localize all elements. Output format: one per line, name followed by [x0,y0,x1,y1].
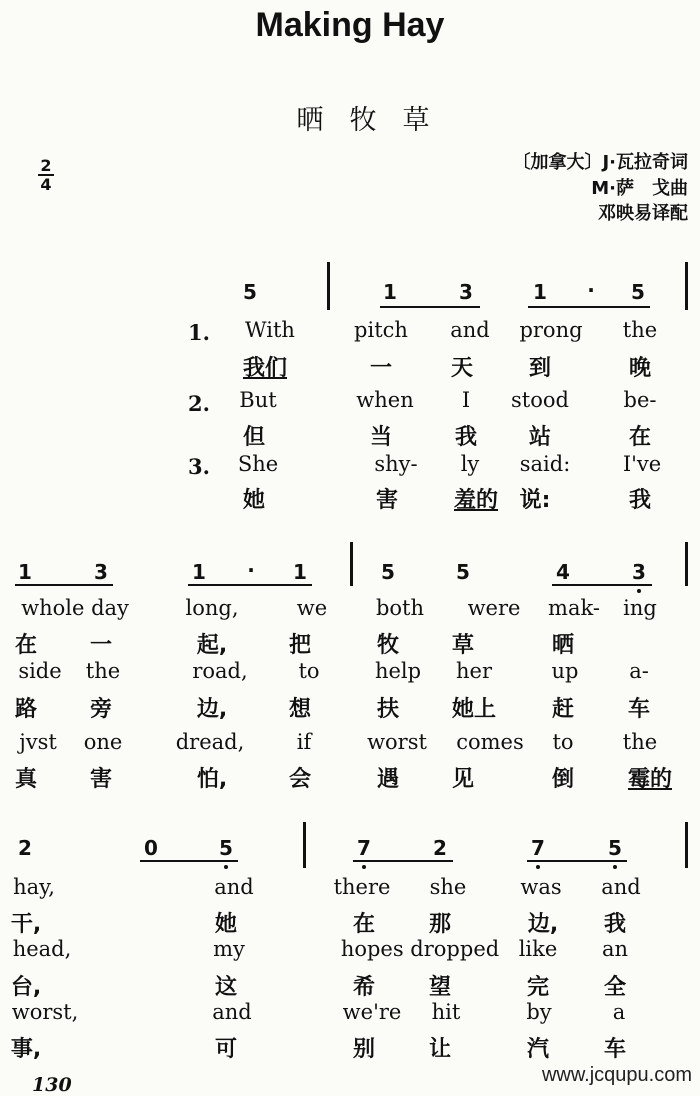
lyric-word: I [461,388,471,412]
lyric-word: up [551,659,579,683]
lyric-word-zh: 一 [89,633,113,658]
lyric-word: if [296,730,312,754]
lyric-word: one [83,730,123,754]
note: 5 [631,280,645,304]
note: 1 [383,280,397,304]
lyric-word-zh: 天 [450,356,474,381]
lyric-word-zh: 希 [352,975,376,1000]
lyric-word: head, [12,937,72,961]
lyric-word: long, [185,596,239,620]
note: 7 [357,836,371,860]
lyric-word-zh: 我 [628,488,652,513]
lyric-word: a [612,1000,626,1024]
barline [350,542,353,586]
lyric-word: the [85,659,121,683]
lyric-word: stood [511,388,569,412]
lyric-word-zh: 可 [214,1037,238,1062]
lyric-word-zh: 边, [527,912,559,937]
note: 3 [94,560,108,584]
lyric-word-zh: 台, [10,975,42,1000]
note: 5 [456,560,470,584]
lyric-word-zh: 想 [288,697,312,722]
lyric-word-zh: 害 [375,488,399,513]
note: 5 [243,280,257,304]
lyric-word: she [429,875,467,899]
lyric-word: prong [519,318,583,342]
barline [327,262,330,310]
note: 3 [459,280,473,304]
lyric-word-zh: 草 [451,633,475,658]
note: 1 [533,280,547,304]
beam-line [353,860,453,862]
lyric-word: be- [623,388,657,412]
lyric-word: With [245,318,295,342]
lyric-word-zh: 她上 [451,697,497,722]
lyric-word: both [375,596,425,620]
lyric-word-zh: 让 [428,1037,452,1062]
lyric-word-zh: 当 [369,425,393,450]
note: 5 [608,836,622,860]
note: 4 [556,560,570,584]
lyric-word-zh: 害 [89,767,113,792]
beam-line [528,306,650,308]
lyric-word-zh: 她 [242,488,266,513]
lyric-word: and [601,875,641,899]
lyric-word: ly [460,452,480,476]
note: 7 [531,836,545,860]
lyric-word-zh: 到 [528,356,552,381]
note: 0 [144,836,158,860]
lyric-word-zh: 我 [454,425,478,450]
low-octave-dot [224,865,228,869]
lyric-word-zh: 干, [10,912,42,937]
lyric-word: there [333,875,391,899]
beam-line [380,306,480,308]
lyric-word: hopes dropped [340,937,500,961]
song-title: Making Hay [255,6,445,44]
lyric-word: to [298,659,320,683]
lyric-word: like [518,937,558,961]
low-octave-dot [637,589,641,593]
time-signature [38,158,54,192]
lyric-word-zh: 我 [603,912,627,937]
lyric-word-zh: 那 [428,912,452,937]
lyric-word: said: [519,452,571,476]
lyric-word-zh: 事, [10,1037,42,1062]
lyric-word-zh: 霉的 [627,767,673,792]
lyric-word-zh: 羞的 [453,488,499,513]
lyric-word: comes [456,730,524,754]
beam-line [527,860,627,862]
low-octave-dot [613,865,617,869]
lyric-word-zh: 见 [451,767,475,792]
lyric-word-zh: 晚 [628,356,652,381]
lyric-word-zh: 边, [196,697,228,722]
beam-line [188,584,312,586]
lyric-word-zh: 车 [627,697,651,722]
lyric-word-zh: 这 [214,975,238,1000]
lyric-word-zh: 她 [214,912,238,937]
lyric-word: ing [623,596,657,620]
lyric-word: the [622,318,658,342]
lyric-word-zh: 车 [603,1037,627,1062]
barline [685,542,688,586]
note: 5 [219,836,233,860]
note: 1 [192,560,206,584]
lyric-word: and [212,1000,252,1024]
lyric-word-zh: 赶 [551,697,575,722]
lyric-word-zh: 站 [528,425,552,450]
low-octave-dot [362,865,366,869]
note: 5 [381,560,395,584]
lyric-word: a- [629,659,649,683]
lyric-word: by [526,1000,552,1024]
lyric-word-zh: 别 [352,1037,376,1062]
lyric-word-zh: 怕, [196,767,228,792]
lyric-word-zh: 扶 [376,697,400,722]
lyric-word-zh: 在 [14,633,38,658]
lyric-word: side [18,659,62,683]
augmentation-dot: · [587,278,595,302]
beam-line [15,584,113,586]
lyric-word-zh: 在 [628,425,652,450]
lyric-word-zh: 在 [352,912,376,937]
lyric-word: the [622,730,658,754]
song-subtitle: 晒牧草 [296,105,456,136]
lyric-word-zh: 但 [242,425,266,450]
lyric-word: were [467,596,521,620]
lyric-word: jvst [19,730,57,754]
lyric-word-zh: 一 [369,356,393,381]
lyric-word: and [214,875,254,899]
lyric-word-zh: 旁 [89,697,113,722]
lyric-word: and [450,318,490,342]
augmentation-dot: · [247,558,255,582]
note: 1 [18,560,32,584]
lyric-word-zh: 真 [14,767,38,792]
beam-line [552,584,652,586]
barline [685,262,688,310]
lyric-word: whole day [21,596,129,620]
lyric-word: her [456,659,492,683]
low-octave-dot [536,865,540,869]
verse-number: 2. [188,391,210,416]
note: 3 [632,560,646,584]
lyric-word: She [237,452,279,476]
time-signature-top: 2 [40,156,52,175]
credit-lyricist: 〔加拿大〕J·瓦拉奇词 [512,152,688,173]
lyric-word: hay, [13,875,55,899]
lyric-word-zh: 全 [603,975,627,1000]
lyric-word: dread, [175,730,245,754]
lyric-word: to [552,730,574,754]
lyric-word: worst [367,730,427,754]
barline [685,822,688,868]
lyric-word-zh: 我们 [242,356,288,381]
lyric-word-zh: 遇 [376,767,400,792]
lyric-word-zh: 起, [196,633,228,658]
lyric-word-zh: 汽 [526,1037,550,1062]
lyric-word: help [374,659,422,683]
watermark: www.jcqupu.com [541,1064,692,1086]
credit-composer: M·萨 戈曲 [591,178,688,199]
lyric-word: was [520,875,562,899]
note: 2 [18,836,32,860]
lyric-word: shy- [374,452,418,476]
verse-number: 1. [188,320,210,345]
lyric-word: my [213,937,245,961]
verse-number: 3. [188,454,210,479]
note: 2 [433,836,447,860]
barline [303,822,306,868]
lyric-word-zh: 路 [14,697,38,722]
lyric-word-zh: 倒 [551,767,575,792]
time-signature-bottom: 4 [40,175,52,194]
lyric-word-zh: 牧 [376,633,400,658]
lyric-word-zh: 完 [526,975,550,1000]
lyric-word: mak- [548,596,600,620]
lyric-word: hit [431,1000,461,1024]
lyric-word-zh: 望 [428,975,452,1000]
lyric-word-zh: 晒 [551,633,575,658]
credit-translator: 邓映易译配 [598,203,688,224]
lyric-word-zh: 把 [288,633,312,658]
lyric-word: worst, [11,1000,79,1024]
lyric-word-zh: 说: [519,488,551,513]
lyric-word: I've [622,452,662,476]
lyric-word: we're [342,1000,402,1024]
lyric-word: But [239,388,277,412]
beam-line [140,860,238,862]
lyric-word: road, [192,659,248,683]
lyric-word: pitch [354,318,408,342]
page-number: 130 [32,1074,72,1096]
lyric-word: when [356,388,414,412]
lyric-word: an [601,937,629,961]
lyric-word: we [296,596,328,620]
lyric-word-zh: 会 [288,767,312,792]
note: 1 [293,560,307,584]
